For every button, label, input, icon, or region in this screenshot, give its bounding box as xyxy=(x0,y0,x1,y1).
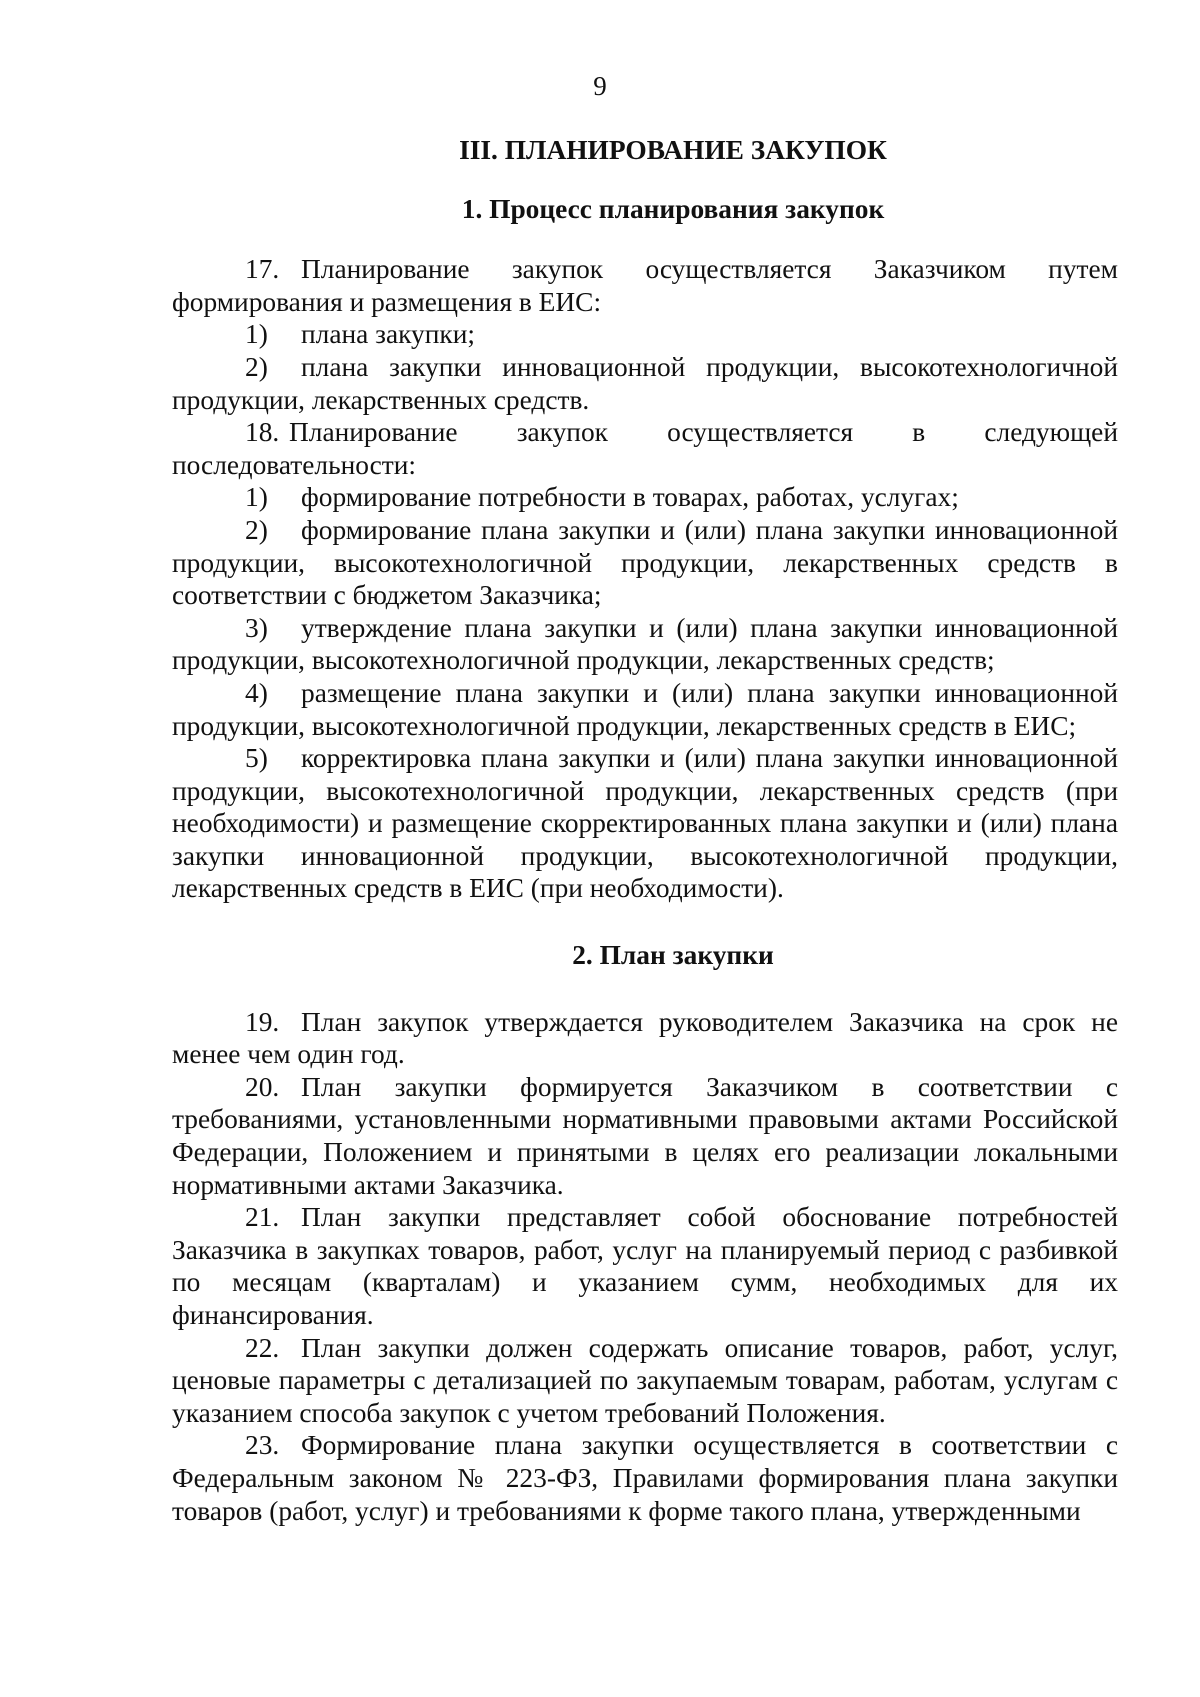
section-title: III. ПЛАНИРОВАНИЕ ЗАКУПОК xyxy=(459,135,887,165)
list-item-18-5: 5) корректировка плана закупки и (или) плана закупки инновационной продукции, высокотехнологичной продукции, лекарственных средств (при необходимости) и размещение скорректированных плана закупки и (или) плана закупки инновационной продукции, высокотехнологичной продукции, лекарственных средств в ЕИС (при необходимости). xyxy=(172,743,1118,904)
paragraph-19: 19. План закупок утверждается руководителем Заказчика на срок не менее чем один год. xyxy=(172,1006,1118,1070)
list-item-18-4: 4) размещение плана закупки и (или) плана закупки инновационной продукции, высокотехнологичной продукции, лекарственных средств в ЕИС; xyxy=(172,677,1118,741)
paragraph-22: 22. План закупки должен содержать описание товаров, работ, услуг, ценовые параметры с детализацией по закупаемым товарам, работам, услугам с указанием способа закупок с учетом требований Положения. xyxy=(172,1332,1118,1428)
list-item-17-1: 1) плана закупки; xyxy=(245,319,475,350)
page-number: 9 xyxy=(593,71,607,101)
paragraph-21: 21. План закупки представляет собой обоснование потребностей Заказчика в закупках товаров, работ, услуг на планируемый период с разбивкой по месяцам (кварталам) и указанием сумм, необходимых для их финансирования. xyxy=(172,1202,1118,1330)
subsection-1-body xyxy=(172,253,1118,905)
paragraph-23: 23. Формирование плана закупки осуществляется в соответствии с Федеральным законом № 223-ФЗ, Правилами формирования плана закупки товаров (работ, услуг) и требованиями к форме такого плана, утвержденными xyxy=(172,1430,1118,1526)
list-item-18-2: 2) формирование плана закупки и (или) плана закупки инновационной продукции, высокотехнологичной продукции, лекарственных средств в соответствии с бюджетом Заказчика; xyxy=(172,514,1118,611)
subsection-2-title: 2. План закупки xyxy=(572,940,774,971)
paragraph-17: 17. Планирование закупок осуществляется Заказчиком путем формирования и размещения в ЕИС: xyxy=(172,254,1118,317)
list-item-18-1: 1) формирование потребности в товарах, работах, услугах; xyxy=(245,482,959,513)
paragraph-18: 18. Планирование закупок осуществляется в следующей последовательности: xyxy=(172,417,1118,480)
subsection-2-body xyxy=(172,1006,1118,1528)
document-body xyxy=(172,134,1118,1527)
subsection-1-title: 1. Процесс планирования закупок xyxy=(461,193,885,224)
list-item-18-3: 3) утверждение плана закупки и (или) плана закупки инновационной продукции, высокотехнологичной продукции, лекарственных средств; xyxy=(172,612,1118,676)
list-item-17-2: 2) плана закупки инновационной продукции, высокотехнологичной продукции, лекарственных средств. xyxy=(172,351,1118,415)
paragraph-20: 20. План закупки формируется Заказчиком в соответствии с требованиями, установленными нормативными правовыми актами Российской Федерации, Положением и принятыми в целях его реализации локальными нормативными актами Заказчика. xyxy=(172,1071,1118,1200)
